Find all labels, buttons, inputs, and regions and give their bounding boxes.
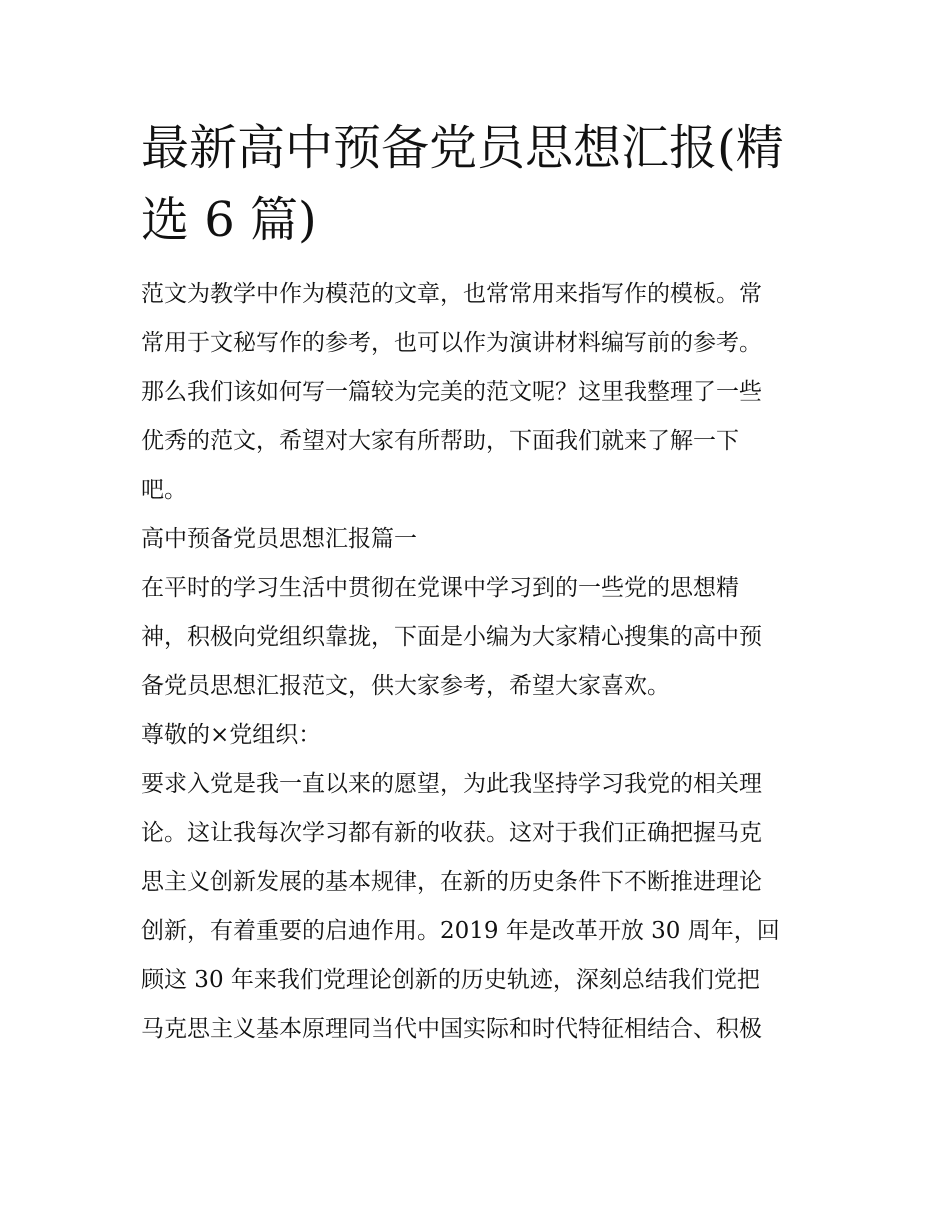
document-title (141, 112, 816, 256)
preface-line: 在平时的学习生活中贯彻在党课中学习到的一些党的思想精 (141, 575, 739, 601)
body-line: 论。这让我每次学习都有新的收获。这对于我们正确把握马克 (141, 820, 762, 846)
preface-paragraph (141, 564, 816, 711)
intro-line: 那么我们该如何写一篇较为完美的范文呢？这里我整理了一些 (141, 379, 762, 405)
body-line: 创新，有着重要的启迪作用。2019 年是改革开放 30 周年，回 (141, 918, 780, 944)
body-line: 马克思主义基本原理同当代中国实际和时代特征相结合、积极 (141, 1016, 762, 1042)
section-heading-line: 高中预备党员思想汇报篇一 (141, 526, 417, 552)
salutation (141, 711, 816, 760)
document-content (141, 112, 816, 1054)
intro-line: 吧。 (141, 477, 187, 503)
body-paragraph (141, 760, 816, 1054)
title-line-2: 选 6 篇) (141, 192, 317, 248)
intro-line: 范文为教学中作为模范的文章，也常常用来指写作的模板。常 (141, 281, 762, 307)
intro-line: 优秀的范文，希望对大家有所帮助，下面我们就来了解一下 (141, 428, 739, 454)
body-line: 顾这 30 年来我们党理论创新的历史轨迹，深刻总结我们党把 (141, 967, 760, 993)
body-line: 要求入党是我一直以来的愿望，为此我坚持学习我党的相关理 (141, 771, 762, 797)
preface-line: 神，积极向党组织靠拢，下面是小编为大家精心搜集的高中预 (141, 624, 762, 650)
intro-paragraph (141, 270, 816, 515)
section-heading (141, 515, 816, 564)
salutation-line: 尊敬的×党组织： (141, 722, 322, 748)
title-line-1: 最新高中预备党员思想汇报(精 (141, 120, 784, 176)
preface-line: 备党员思想汇报范文，供大家参考，希望大家喜欢。 (141, 673, 670, 699)
intro-line: 常用于文秘写作的参考，也可以作为演讲材料编写前的参考。 (141, 330, 762, 356)
body-line: 思主义创新发展的基本规律，在新的历史条件下不断推进理论 (141, 869, 762, 895)
